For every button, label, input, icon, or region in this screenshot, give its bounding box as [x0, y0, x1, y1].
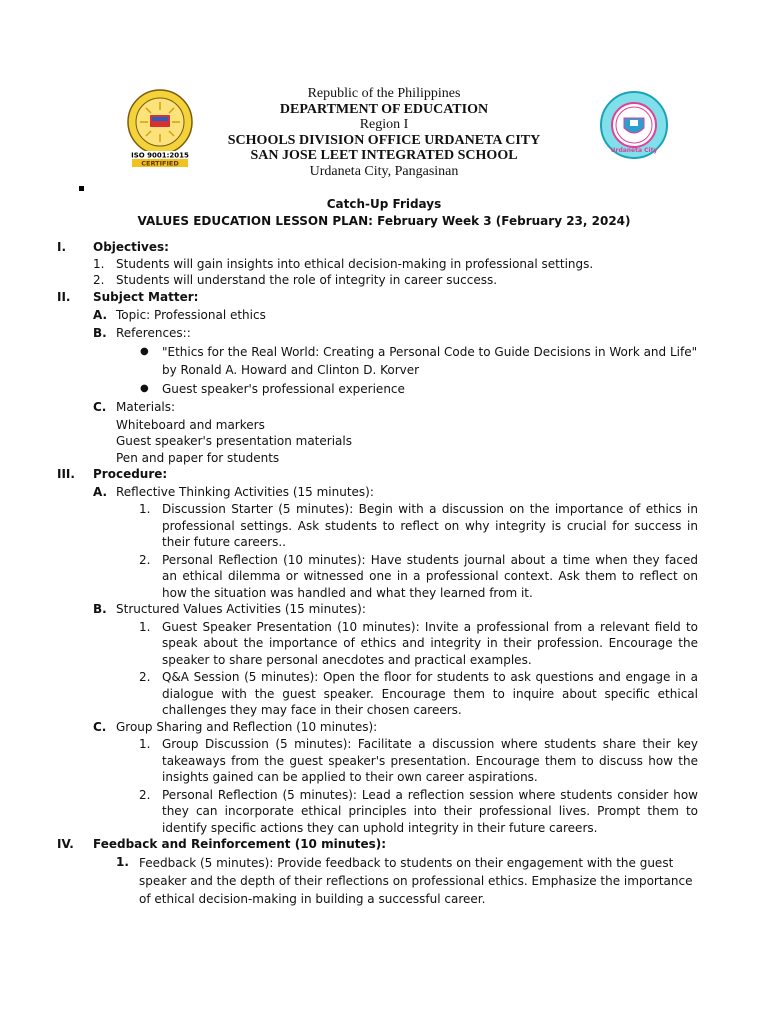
subsection-letter: C.: [93, 719, 107, 734]
list-item: [0, 380, 768, 398]
list-item: [0, 669, 768, 719]
item-number: 2.: [139, 670, 151, 684]
title-catch-up: Catch-Up Fridays: [326, 197, 442, 211]
section-title: Objectives:: [93, 240, 169, 254]
subsection-text: Group Sharing and Reflection (10 minutes):: [116, 719, 378, 734]
item-number: 1.: [139, 737, 151, 751]
header-republic: Republic of the Philippines: [307, 86, 461, 101]
section-number: IV.: [57, 837, 74, 851]
materials-line: [0, 450, 768, 467]
lesson-content: [0, 239, 768, 908]
section-title: Procedure:: [93, 467, 168, 481]
subsection-text: Reflective Thinking Activities (15 minutes):: [116, 484, 374, 499]
svg-text:ISO 9001:2015: ISO 9001:2015: [131, 151, 189, 160]
letterhead: [0, 86, 768, 179]
material-item: Whiteboard and markers: [116, 417, 265, 432]
header-address: Urdaneta City, Pangasinan: [309, 163, 459, 179]
bullet-icon: ●: [140, 346, 149, 357]
section-number: I.: [57, 240, 67, 254]
subsection-letter: B.: [93, 602, 107, 616]
list-item: [0, 343, 768, 379]
list-item: [0, 501, 768, 551]
list-item: [0, 619, 768, 669]
item-number: 2.: [139, 552, 151, 567]
item-number: 1.: [116, 854, 129, 869]
item-text: Personal Reflection (5 minutes): Lead a reflection session where students consider how they can incorporate ethical principles into their professional lives. Prompt them to identify specific actions they can uphold integrity in their future careers.: [162, 787, 698, 835]
subsection-letter: C.: [93, 400, 107, 414]
item-text: "Ethics for the Real World: Creating a Personal Code to Guide Decisions in Work and Life" by Ronald A. Howard and Clinton D. Korver: [162, 345, 698, 377]
item-number: 1.: [93, 256, 105, 271]
subsection-text: Topic: Professional ethics: [116, 308, 266, 322]
item-text: Q&A Session (5 minutes): Open the floor for students to ask questions and engage in a dialogue with the guest speaker. Encourage them to inquire about specific ethical challenges they may face in their chosen careers.: [162, 670, 698, 717]
svg-text:CERTIFIED: CERTIFIED: [141, 159, 179, 168]
item-text: Guest Speaker Presentation (10 minutes): Invite a professional from a relevant field to speak about the importance of ethics and integrity in their profession. Encourage the speaker to share personal anecdotes and practical examples.: [162, 619, 698, 667]
item-text: Students will gain insights into ethical decision-making in professional settings.: [116, 256, 594, 271]
subsection-letter: A.: [93, 484, 108, 499]
item-text: Guest speaker's professional experience: [162, 382, 405, 396]
item-number: 1.: [139, 619, 151, 634]
lesson-title: [0, 196, 768, 229]
item-number: 2.: [93, 273, 105, 287]
bullet-icon: ●: [140, 383, 149, 394]
material-item: Guest speaker's presentation materials: [116, 434, 352, 448]
item-text: Group Discussion (5 minutes): Facilitate a discussion where students share their key takeaways from the guest speaker's presentation. Encourage them to discuss how the insights gained can be applied to their own career aspirations.: [162, 737, 698, 784]
section-feedback: [0, 836, 768, 853]
list-item: [0, 854, 768, 908]
header-department: DEPARTMENT OF EDUCATION: [279, 101, 489, 117]
section-title: Subject Matter:: [93, 289, 199, 304]
item-text: Students will understand the role of integrity in career success.: [116, 273, 498, 287]
item-number: 1.: [139, 502, 151, 516]
svg-text:Urdaneta City: Urdaneta City: [610, 147, 658, 154]
square-bullet-icon: [79, 186, 84, 191]
material-item: Pen and paper for students: [116, 450, 280, 465]
header-division: SCHOOLS DIVISION OFFICE URDANETA CITY: [227, 132, 541, 148]
list-item: [0, 736, 768, 786]
subsection-text: Structured Values Activities (15 minutes):: [116, 602, 366, 616]
subsection-materials: [0, 399, 768, 416]
subsection-text: Materials:: [116, 400, 176, 414]
list-item: [0, 552, 768, 602]
materials-line: [0, 433, 768, 450]
section-procedure: [0, 466, 768, 483]
subsection-text: References::: [116, 325, 191, 340]
section-objectives: [0, 239, 768, 256]
title-lesson-plan: VALUES EDUCATION LESSON PLAN: February Week 3 (February 23, 2024): [137, 213, 631, 228]
section-title: Feedback and Reinforcement (10 minutes):: [93, 837, 387, 851]
section-number: II.: [57, 289, 71, 304]
list-item: [0, 256, 768, 273]
subsection-letter: A.: [93, 308, 108, 322]
materials-line: [0, 417, 768, 434]
subsection-letter: B.: [93, 325, 107, 340]
section-number: III.: [57, 467, 75, 481]
item-text: Discussion Starter (5 minutes): Begin with a discussion on the importance of ethics in professional settings. Ask students to reflect on why integrity is crucial for success in their future careers..: [162, 502, 698, 549]
subsection-references: [0, 325, 768, 342]
list-item: [0, 272, 768, 289]
header-school: SAN JOSE LEET INTEGRATED SCHOOL: [250, 148, 518, 163]
subsection-topic: [0, 307, 768, 324]
list-item: [0, 787, 768, 837]
subsection-group-sharing: [0, 719, 768, 736]
item-text: Feedback (5 minutes): Provide feedback to students on their engagement with the guest speaker and the depth of their reflections on professional ethics. Emphasize the importance of ethical decision-making in building a successful career.: [139, 855, 693, 906]
item-text: Personal Reflection (10 minutes): Have students journal about a time when they faced an ethical dilemma or witnessed one in a professional context. Ask them to reflect on how the situation was handled and what they learned from it.: [162, 552, 698, 600]
section-subject-matter: [0, 289, 768, 306]
subsection-structured: [0, 601, 768, 618]
item-number: 2.: [139, 787, 151, 802]
subsection-reflective: [0, 484, 768, 501]
header-region: Region I: [359, 117, 409, 132]
